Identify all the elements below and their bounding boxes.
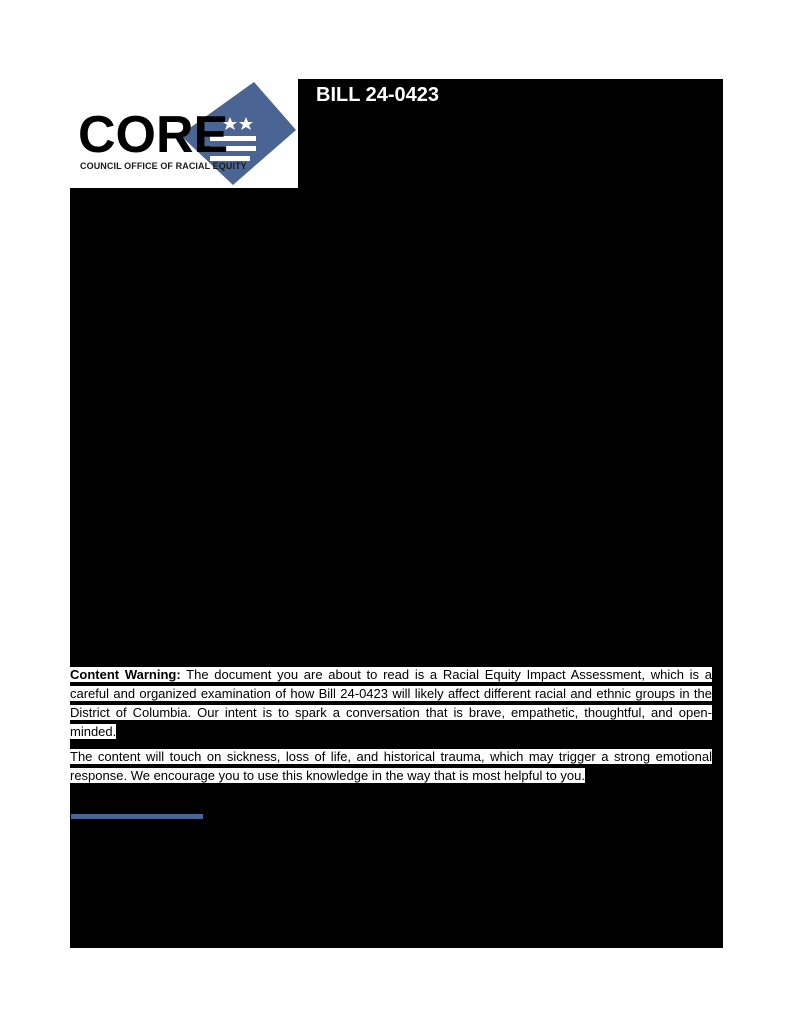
content-warning-text-2: The content will touch on sickness, loss of life, and historical trauma, which may trigger a strong emotional response. We encourage you to use this knowledge in the way that is most helpful to you. bbox=[70, 749, 712, 783]
bill-title: BILL 24-0423 bbox=[316, 84, 440, 106]
logo-subtitle: COUNCIL OFFICE OF RACIAL EQUITY bbox=[80, 161, 247, 171]
content-warning-paragraph-1 bbox=[70, 665, 712, 741]
content-warning-text-1: The document you are about to read is a Racial Equity Impact Assessment, which is a careful and organized examination of how Bill 24-0423 will likely affect different racial and ethnic groups in the District of Columbia. Our intent is to spark a conversation that is brave, empathetic, thoughtful, and open-minded. bbox=[70, 667, 713, 739]
content-warning-paragraph-2 bbox=[70, 747, 712, 785]
accent-bar bbox=[71, 814, 203, 819]
content-warning-label: Content Warning: bbox=[70, 667, 181, 682]
content-warning bbox=[70, 665, 712, 791]
core-logo bbox=[70, 79, 298, 188]
logo-wordmark: CORE bbox=[78, 106, 229, 164]
